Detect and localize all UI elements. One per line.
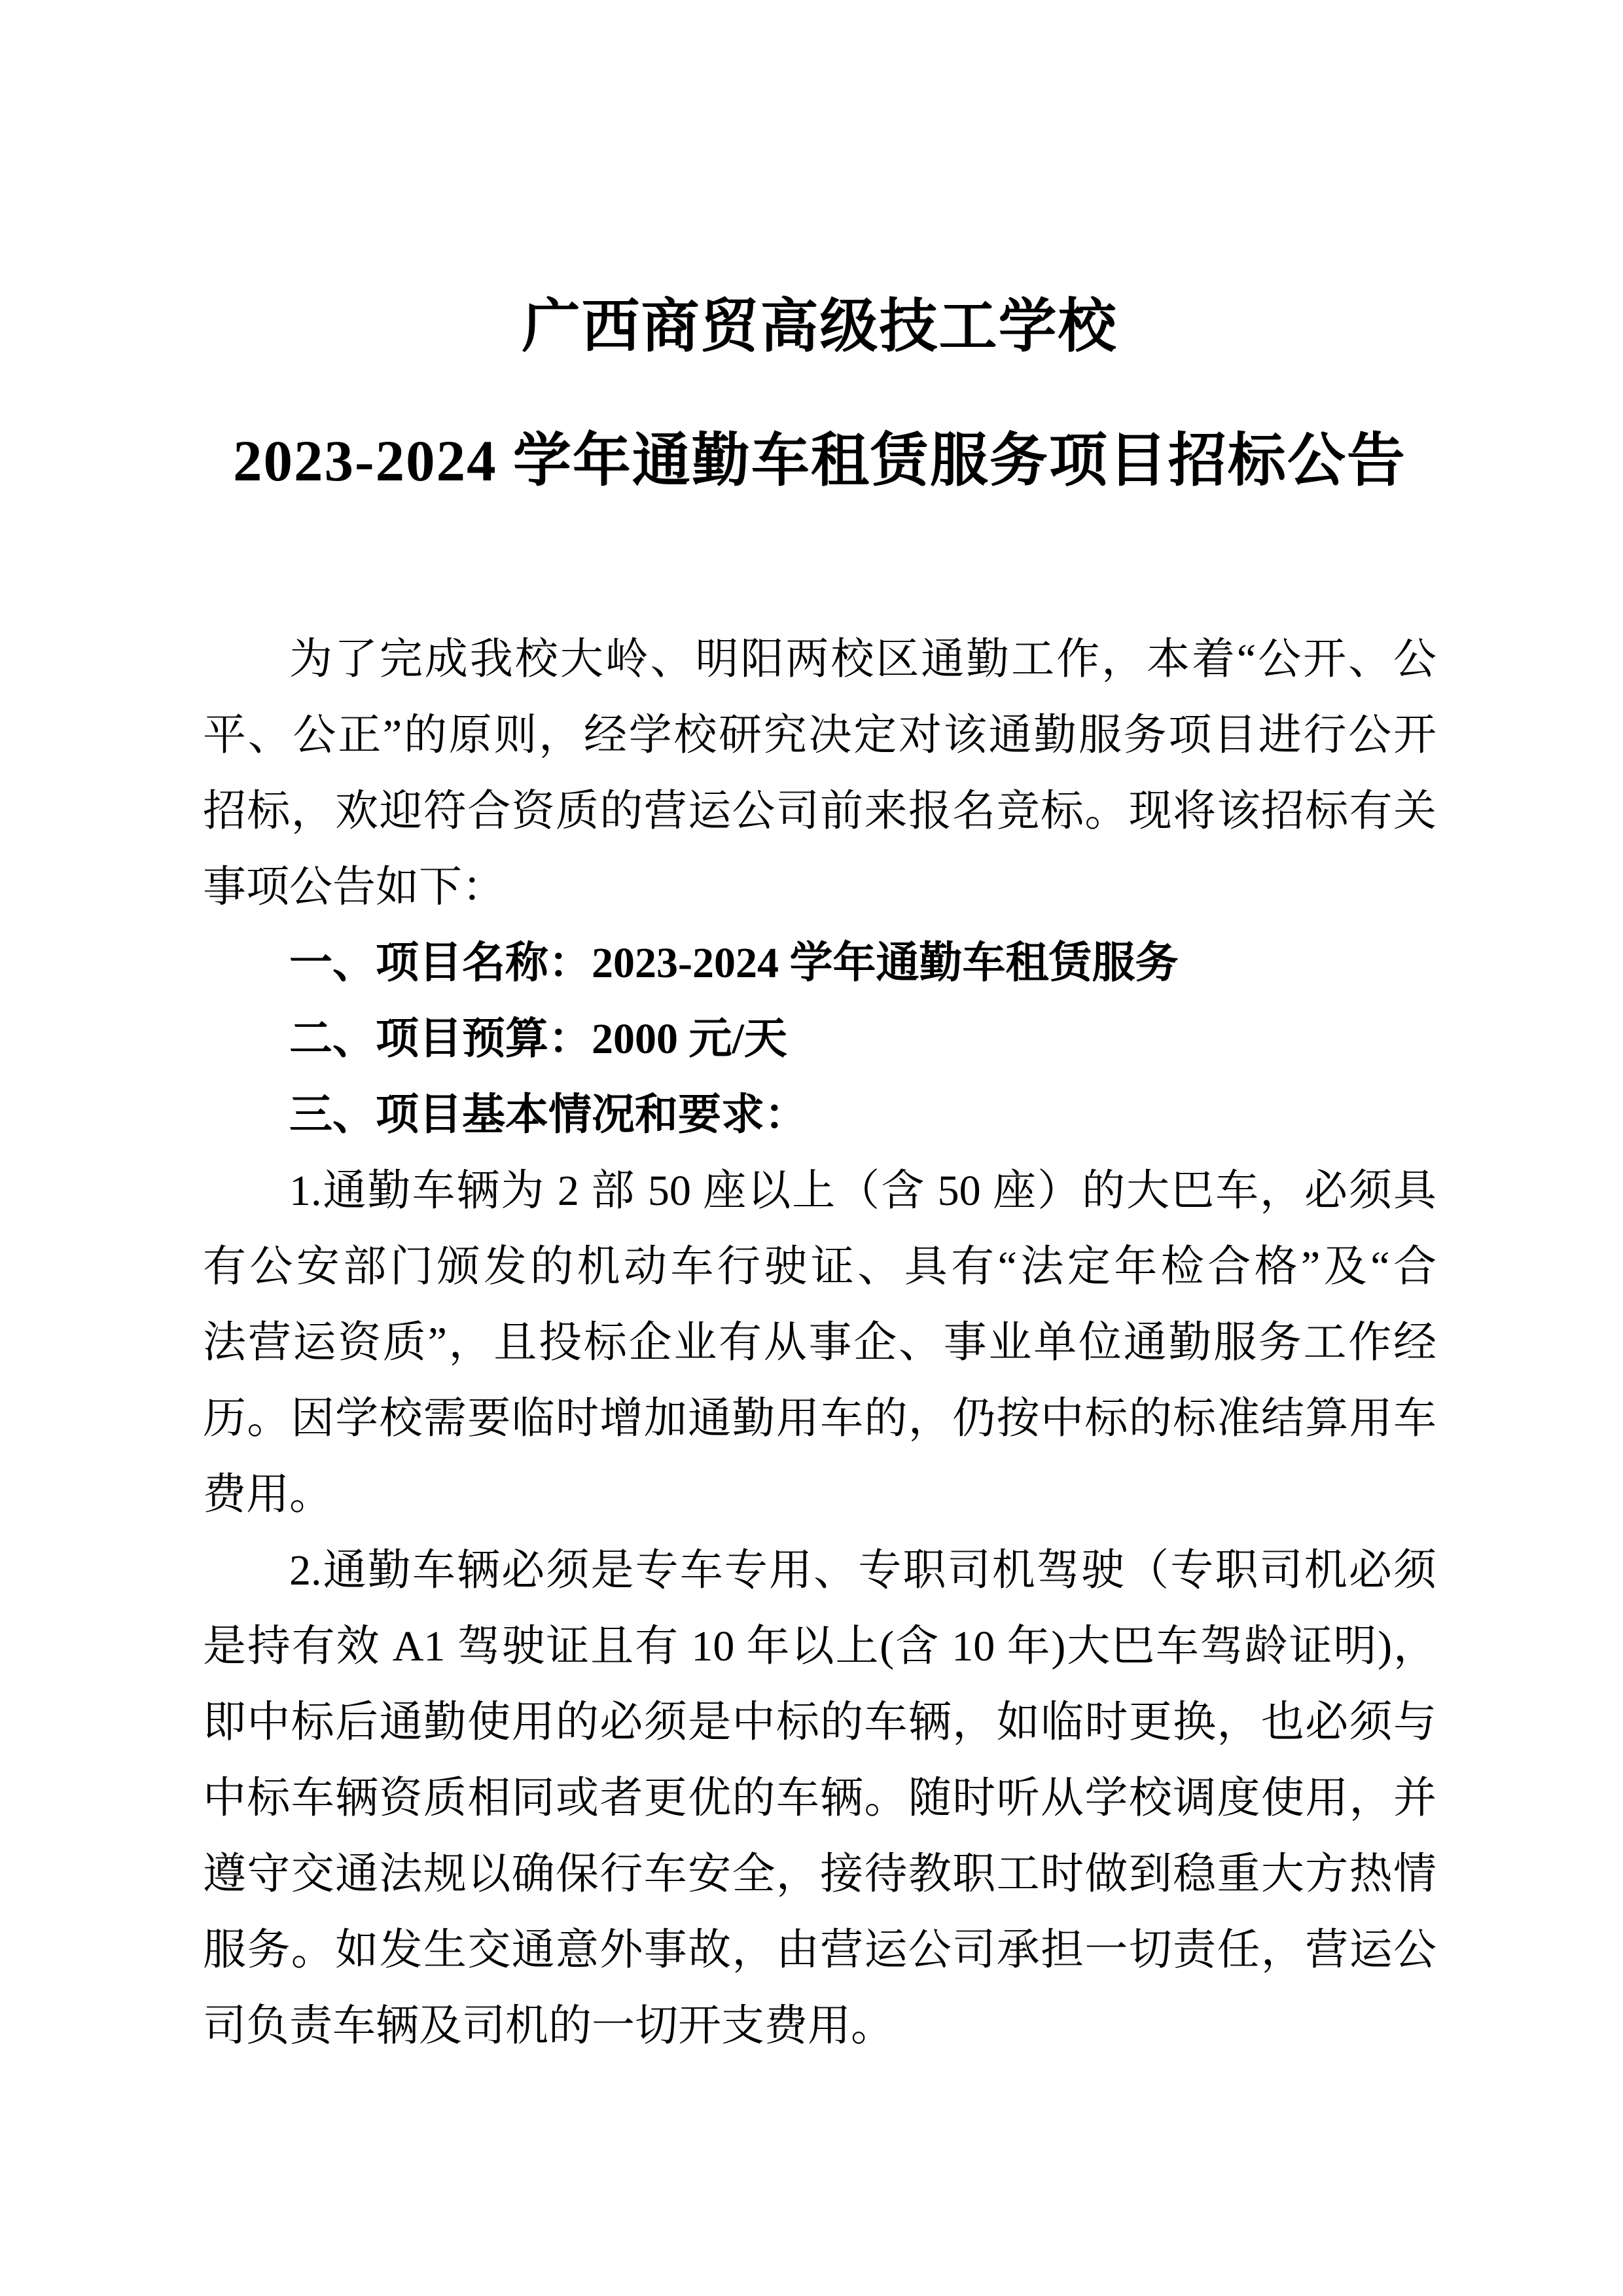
document-body bbox=[203, 622, 1436, 2064]
text-line: 中标车辆资质相同或者更优的车辆。随时听从学校调度使用，并 bbox=[203, 1774, 1436, 1822]
requirement-2-paragraph bbox=[203, 1533, 1436, 2064]
text-line: 事项公告如下： bbox=[203, 863, 505, 911]
text-line: 有公安部门颁发的机动车行驶证、具有“法定年检合格”及“合 bbox=[203, 1243, 1436, 1291]
text-line: 司负责车辆及司机的一切开支费用。 bbox=[203, 2002, 894, 2050]
text-line: 费用。 bbox=[203, 1471, 332, 1518]
text-line: 二、项目预算：2000 元/天 bbox=[289, 1015, 787, 1063]
text-line: 平、公正”的原则，经学校研究决定对该通勤服务项目进行公开 bbox=[203, 711, 1436, 759]
text-line: 历。因学校需要临时增加通勤用车的，仍按中标的标准结算用车 bbox=[203, 1395, 1436, 1443]
text-line: 三、项目基本情况和要求： bbox=[289, 1091, 808, 1139]
item-project-name bbox=[203, 925, 1436, 1001]
document-title: 广西商贸高级技工学校 bbox=[522, 295, 1118, 359]
text-line: 为了完成我校大岭、明阳两校区通勤工作，本着“公开、公 bbox=[289, 636, 1436, 683]
document-subtitle: 2023-2024 学年通勤车租赁服务项目招标公告 bbox=[233, 429, 1406, 493]
requirement-1-paragraph bbox=[203, 1153, 1436, 1533]
text-line: 遵守交通法规以确保行车安全，接待教职工时做到稳重大方热情 bbox=[203, 1850, 1436, 1898]
text-line: 一、项目名称：2023-2024 学年通勤车租赁服务 bbox=[289, 939, 1179, 987]
item-project-requirements bbox=[203, 1077, 1436, 1153]
intro-paragraph bbox=[203, 622, 1436, 925]
text-line: 是持有效 A1 驾驶证且有 10 年以上(含 10 年)大巴车驾龄证明)， bbox=[203, 1623, 1436, 1670]
text-line: 1.通勤车辆为 2 部 50 座以上（含 50 座）的大巴车，必须具 bbox=[289, 1167, 1436, 1215]
text-line: 2.通勤车辆必须是专车专用、专职司机驾驶（专职司机必须 bbox=[289, 1547, 1436, 1594]
text-line: 招标，欢迎符合资质的营运公司前来报名竞标。现将该招标有关 bbox=[203, 787, 1436, 835]
text-line: 法营运资质”，且投标企业有从事企、事业单位通勤服务工作经 bbox=[203, 1319, 1436, 1367]
text-line: 即中标后通勤使用的必须是中标的车辆，如临时更换，也必须与 bbox=[203, 1698, 1436, 1746]
item-project-budget bbox=[203, 1001, 1436, 1077]
text-line: 服务。如发生交通意外事故，由营运公司承担一切责任，营运公 bbox=[203, 1926, 1436, 1974]
